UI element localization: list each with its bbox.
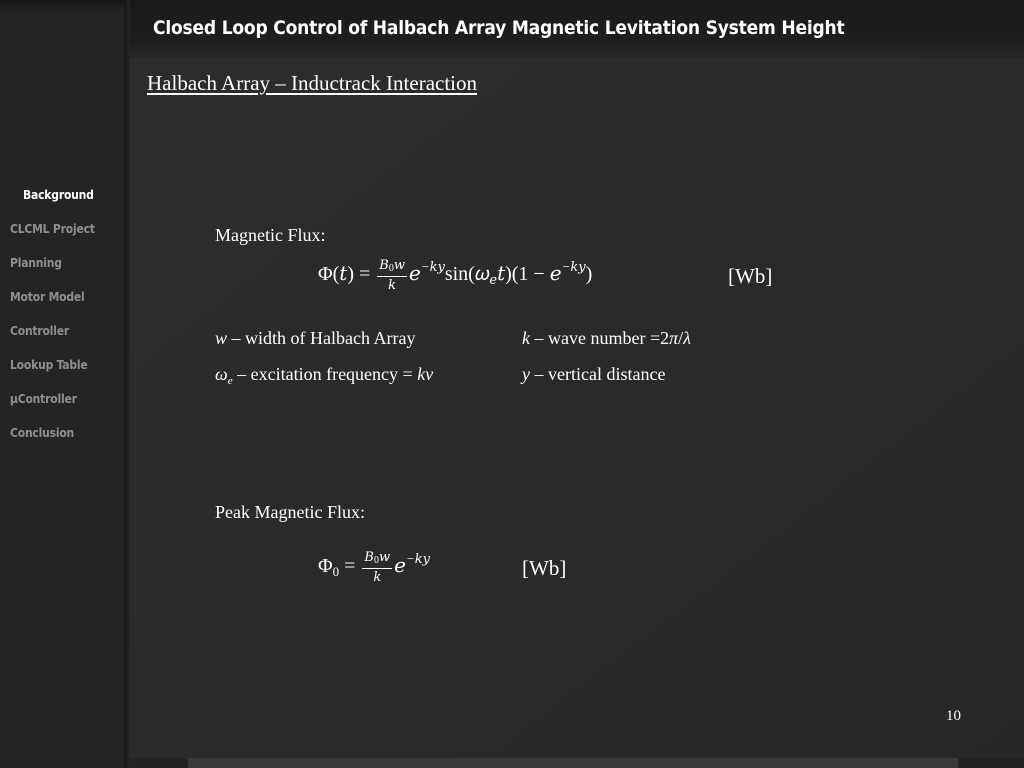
nav-item-clcml-project[interactable]: CLCML Project xyxy=(10,222,95,236)
magnetic-flux-equation xyxy=(318,258,592,292)
peak-num-b: 𝐵 xyxy=(364,549,374,564)
definition-omega-kv: kv xyxy=(417,364,434,384)
definition-k-pi: π xyxy=(669,328,679,348)
definition-k-text: – wave number =2 xyxy=(530,328,670,348)
peak-flux-equation xyxy=(318,550,430,584)
flux-num-w: 𝑤 xyxy=(393,257,405,272)
flux-omega: 𝜔 xyxy=(474,262,490,285)
definition-k xyxy=(522,328,691,349)
peak-exponent: −𝑘𝑦 xyxy=(405,550,430,566)
nav-item-conclusion[interactable]: Conclusion xyxy=(10,426,75,440)
nav-item-motor-model[interactable]: Motor Model xyxy=(10,290,85,304)
peak-phi: Φ xyxy=(318,554,333,577)
flux-fraction-denominator: 𝑘 xyxy=(388,276,397,292)
flux-exp-base-2: 𝑒 xyxy=(549,262,562,285)
flux-close: ) xyxy=(585,262,593,285)
page-number: 10 xyxy=(946,708,961,724)
flux-unit: [Wb] xyxy=(728,264,773,288)
definition-omega xyxy=(215,364,433,387)
peak-exp-base: 𝑒 xyxy=(394,554,406,577)
sidebar-corner-shade xyxy=(0,0,130,12)
nav-item-controller[interactable]: Controller xyxy=(10,324,69,338)
peak-flux-label: Peak Magnetic Flux: xyxy=(215,502,365,522)
peak-phi-sub: 0 xyxy=(332,563,340,579)
peak-num-sub: 0 xyxy=(373,555,379,566)
section-heading: Halbach Array – Inductrack Interaction xyxy=(147,71,478,95)
definition-y-text: – vertical distance xyxy=(530,364,666,384)
flux-num-sub: 0 xyxy=(388,263,394,274)
definition-k-slash: / xyxy=(678,328,684,348)
peak-unit: [Wb] xyxy=(522,556,567,580)
definition-y-var: y xyxy=(522,364,530,384)
peak-fraction xyxy=(362,550,392,584)
flux-fraction-numerator xyxy=(377,258,407,277)
content-panel xyxy=(130,58,1024,758)
definition-k-lambda: λ xyxy=(683,328,691,348)
peak-num-w: 𝑤 xyxy=(378,549,391,564)
magnetic-flux-label: Magnetic Flux: xyxy=(215,225,326,245)
peak-fraction-numerator xyxy=(362,550,392,569)
definition-w-var: w xyxy=(215,328,228,348)
flux-exponent-2: −𝑘𝑦 xyxy=(561,258,586,274)
flux-fraction xyxy=(377,258,407,292)
sidebar xyxy=(0,0,124,768)
nav-item-lookup-table[interactable]: Lookup Table xyxy=(10,358,88,372)
definition-omega-text: – excitation frequency = xyxy=(232,364,418,384)
peak-fraction-denominator: 𝑘 xyxy=(373,568,382,584)
slide-title: Closed Loop Control of Halbach Array Magnetic Levitation System Height xyxy=(153,17,845,39)
peak-equals: = xyxy=(339,554,356,577)
definition-w-text: – width of Halbach Array xyxy=(227,328,416,348)
nav-item-planning[interactable]: Planning xyxy=(10,256,62,270)
bottom-strip xyxy=(188,758,958,768)
definition-y xyxy=(522,364,665,385)
flux-exponent: −𝑘𝑦 xyxy=(420,258,445,274)
flux-num-b: 𝐵 xyxy=(379,257,389,272)
definition-omega-sub: e xyxy=(227,375,233,387)
flux-exp-base: 𝑒 xyxy=(408,262,421,285)
definition-k-var: k xyxy=(522,328,530,348)
flux-t-term: 𝑡)(1 − xyxy=(497,262,550,285)
flux-lhs: Φ(𝑡) = xyxy=(318,262,371,285)
nav-item-microcontroller[interactable]: µController xyxy=(10,392,77,406)
flux-sin: sin( xyxy=(444,262,475,285)
nav-item-background[interactable]: Background xyxy=(23,188,94,202)
flux-omega-sub: 𝑒 xyxy=(489,271,498,287)
definition-w xyxy=(215,328,415,349)
definition-omega-var: ω xyxy=(215,364,228,384)
